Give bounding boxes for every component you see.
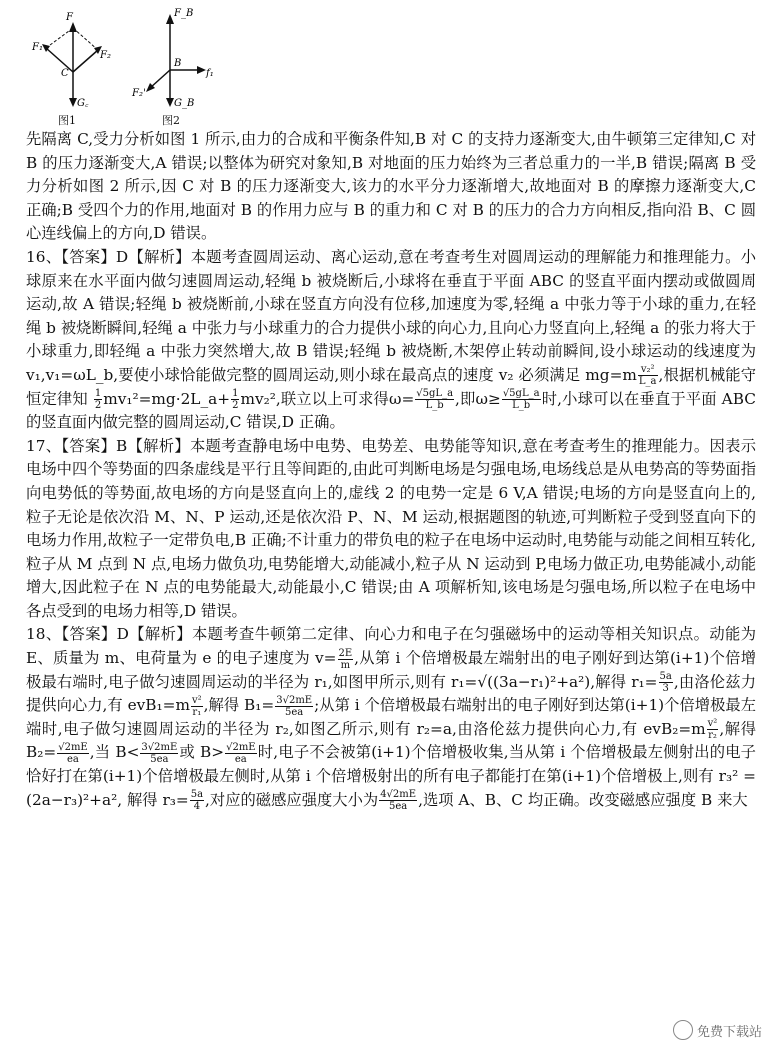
q18-text-h: 或 B> bbox=[179, 743, 225, 762]
figure-1-diagram bbox=[28, 0, 118, 130]
q16-text-a: 16、【答案】D【解析】本题考查圆周运动、离心运动,意在考查考生对圆周运动的理解能力和推理能力。小球原来在水平面内做匀速圆周运动,轻绳 b 被烧断后,小球将在垂直于平面 ABC 的竖直平面内摆动或做圆周运动,故 A 错误;轻绳 b 被烧断前,小球在竖直方向没有位移,加速度为零,轻绳 a 中张力等于小球的重力,在轻绳 b 被烧断瞬间,轻绳 a 中张力与小球重力的合力提供小球的向心力,且向心力竖直向上,轻绳 a 的张力将大于小球重力,即轻绳 a 中张力突然增大,故 B 错误;轻绳 b 被烧断,木架停止转动前瞬间,设小球运动的线速度为 v₁,v₁=ωL_b,要使小球恰能做完整的圆周运动,则小球在最高点的速度 v₂ 必须满足 mg=m bbox=[26, 247, 756, 384]
frac-B2-bound: $\frac{√2mE}{ea}$ bbox=[226, 741, 256, 765]
fig1-label-F1: F₁ bbox=[32, 42, 43, 53]
paragraph-17: 17、【答案】B【解析】本题考查静电场中电势、电势差、电势能等知识,意在考查考生的推理能力。因表示电场中四个等势面的四条虚线是平行且等间距的,由此可判断电场是匀强电场,电场线总是从电势高的等势面指向电势低的等势面,故电场的方向是竖直向上的,虚线 2 的电势一定是 6 V,A 错误;电场的方向是竖直向上的,粒子无论是依次沿 M、N、P 运动,还是依次沿 P、N、M 运动,根据题图的轨迹,可判断粒子受到竖直向下的电场力作用,故粒子一定带负电,B 正确;不计重力的带负电的粒子在电场中运动时,电势能与动能之间相互转化,粒子从 M 点到 N 点,电场力做负功,电势能增大,动能减小,粒子从 N 运动到 P,电场力做正功,电势能减小,动能增大,因此粒子在 N 点的电势能最大,动能最小,C 错误;由 A 项解析知,该电场是匀强电场,所以粒子在电场中各点受到的电场力相等,D 错误。 bbox=[26, 436, 756, 620]
answer-text bbox=[26, 128, 756, 812]
paragraph-16 bbox=[26, 246, 756, 435]
wechat-logo-icon bbox=[673, 1020, 693, 1040]
q16-text-b: ,根据机械能守恒定律知 bbox=[26, 365, 756, 408]
frac-2E-m: $\frac{2E}{m}$ bbox=[338, 647, 353, 671]
frac-half-1: $\frac{1}{2}$ bbox=[94, 388, 102, 412]
fig1-label-F2: F₂ bbox=[100, 50, 111, 61]
frac-v2-r2: $\frac{\text{v²}}{\text{r₂}}$ bbox=[707, 718, 718, 742]
fig1-label-C: C bbox=[61, 68, 69, 79]
figure-1 bbox=[28, 0, 118, 130]
q16-text-c: mv₁²=mg·2L_a+ bbox=[103, 389, 231, 408]
q18-text-e: ;从第 i 个倍增极最右端射出的电子刚好到达第(i+1)个倍增极最左端时,电子做匀速圆周运动的半径为 r₂,如图乙所示,则有 r₂=a,由洛伦兹力提供向心力,有 evB₂=m bbox=[26, 696, 756, 738]
frac-v2-r1: $\frac{\text{v²}}{\text{r₁}}$ bbox=[191, 694, 202, 718]
q18-text-f: ,解得 B₂= bbox=[26, 719, 756, 762]
q18-text-a: 18、【答案】D【解析】本题考查牛顿第二定律、向心力和电子在匀强磁场中的运动等相关知识点。动能为 E、质量为 m、电荷量为 e 的电子速度为 v= bbox=[26, 625, 756, 668]
figure-2-caption: 图2 bbox=[162, 114, 180, 127]
q18-text-g: ,当 B< bbox=[89, 743, 140, 762]
q16-text-f: 时,小球可以在垂直于平面 ABC 的竖直面内做完整的圆周运动,C 错误,D 正确。 bbox=[26, 389, 756, 432]
frac-5a-4: $\frac{5a}{4}$ bbox=[190, 789, 204, 813]
frac-B2: $\frac{√2mE}{ea}$ bbox=[58, 741, 88, 765]
q18-text-l: ,选项 A、B、C 均正确。改变磁感应强度 B 来大 bbox=[418, 790, 748, 809]
frac-v2-La: $\frac{\text{v₂²}}{L\_a}$ bbox=[638, 364, 657, 388]
fig2-label-GB: G_B bbox=[174, 98, 195, 109]
q18-text-c: ,由洛伦兹力提供向心力,有 evB₁=m bbox=[26, 672, 756, 715]
q16-text-e: ,即ω≥ bbox=[455, 389, 501, 408]
frac-omega-2: $\frac{√5gL\_a}{L\_b}$ bbox=[502, 388, 540, 412]
fig2-label-F2prime: F₂' bbox=[132, 88, 146, 99]
watermark bbox=[673, 1020, 762, 1040]
figure-2 bbox=[130, 0, 230, 130]
fig2-label-FB: F_B bbox=[174, 8, 194, 19]
q16-text-d: mv₂²,联立以上可求得ω= bbox=[240, 389, 415, 408]
frac-B1: $\frac{3√2mE}{5ea}$ bbox=[276, 694, 313, 718]
paragraph-18 bbox=[26, 623, 756, 812]
fig1-label-Gc: G꜀ bbox=[77, 98, 89, 109]
q18-text-i: 时,电子不会被第(i+1)个倍增极收集,当从第 i 个倍增极最左侧射出的电子恰好打在第(i+1)个倍增极最左侧时,从第 i 个倍增极射出的所有电子都能打在第(i+1)个倍增极上,则有 r₃² = (2a−r₃)²+a², bbox=[26, 743, 756, 809]
fig1-label-F: F bbox=[66, 12, 73, 23]
frac-half-2: $\frac{1}{2}$ bbox=[232, 388, 239, 412]
fig2-label-f1: f₁ bbox=[206, 68, 214, 79]
figure-1-caption: 图1 bbox=[58, 114, 76, 127]
frac-B3: $\frac{4√2mE}{5ea}$ bbox=[380, 789, 417, 813]
q18-text-d: ,解得 B₁= bbox=[203, 696, 275, 715]
fig2-label-B: B bbox=[174, 58, 182, 69]
frac-B1-bound: $\frac{3√2mE}{5ea}$ bbox=[141, 741, 178, 765]
watermark-text: 免费下载站 bbox=[696, 1024, 762, 1040]
paragraph-15-analysis: 先隔离 C,受力分析如图 1 所示,由力的合成和平衡条件知,B 对 C 的支持力逐渐变大,由牛顿第三定律知,C 对 B 的压力逐渐变大,A 错误;以整体为研究对象知,B 对地面的压力始终为三者总重力的一半,B 错误;隔离 B 受力分析如图 2 所示,因 C 对 B 的压力逐渐变大,该力的水平分力逐渐增大,故地面对 B 的摩擦力逐渐变大,C 正确;B 受四个力的作用,地面对 B 的作用力应与 B 的重力和 C 对 B 的压力的合力方向相反,指向沿 B、C 圆心连线偏上的方向,D 错误。 bbox=[26, 130, 756, 243]
frac-omega-1: $\frac{√5gL\_a}{L\_b}$ bbox=[416, 388, 454, 412]
figure-2-diagram bbox=[130, 0, 230, 130]
q18-text-j: 解得 r₃= bbox=[127, 790, 189, 809]
q18-text-b: ,从第 i 个倍增极最左端射出的电子刚好到达第(i+1)个倍增极最右端时,电子做匀速圆周运动的半径为 r₁,如图甲所示,则有 r₁=√((3a−r₁)²+a²),解得 r₁= bbox=[26, 649, 756, 691]
frac-5a-3: $\frac{5a}{3}$ bbox=[659, 671, 672, 695]
q18-text-k: ,对应的磁感应强度大小为 bbox=[205, 790, 379, 809]
